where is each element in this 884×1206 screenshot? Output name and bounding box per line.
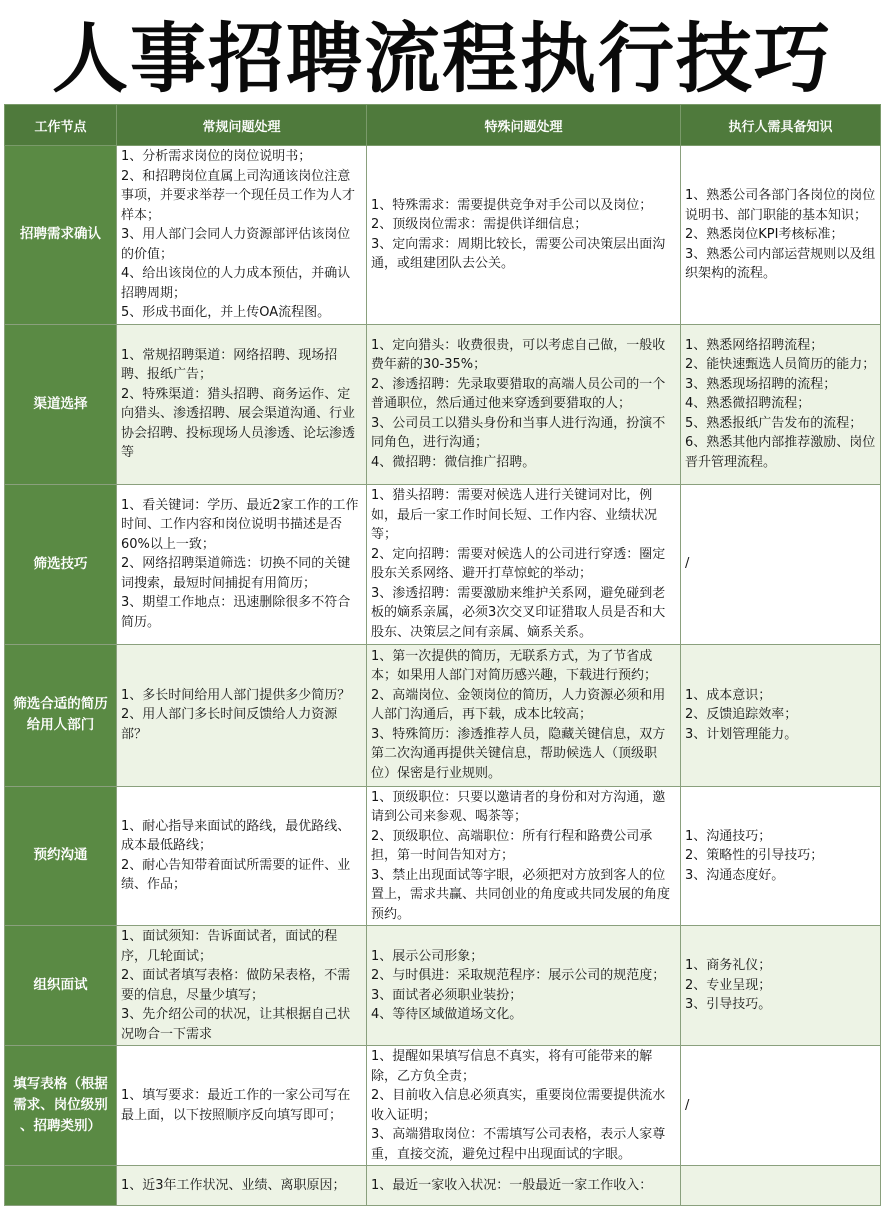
cell-line: 2、特殊渠道：猎头招聘、商务运作、定向猎头、渗透招聘、展会渠道沟通、行业协会招聘、投标现场人员渗透、论坛渗透等 (121, 386, 356, 460)
cell-line: 2、定向招聘：需要对候选人的公司进行穿透：圈定股东关系网络、避开打草惊蛇的举动； (371, 546, 666, 581)
cell-line: 2、高端岗位、金领岗位的简历，人力资源必须和用人部门沟通后，再下载，成本比较高； (371, 687, 666, 723)
regular-handling-cell (117, 146, 367, 325)
table-row (5, 786, 881, 926)
special-handling-cell (367, 1046, 681, 1166)
special-handling-cell (367, 146, 681, 325)
cell-line: 2、渗透招聘：先录取要猎取的高端人员公司的一个普通职位，然后通过他来穿透到要猎取的人； (371, 376, 666, 412)
required-knowledge-cell (681, 1046, 881, 1166)
recruitment-process-table (4, 104, 881, 1206)
cell-line: 给用人部门 (26, 717, 95, 733)
required-knowledge-cell (681, 324, 881, 484)
cell-line: 1、顶级职位：只要以邀请者的身份和对方沟通，邀请到公司来参观、喝茶等； (371, 789, 666, 824)
cell-line: 2、面试者填写表格：做防呆表格，不需要的信息，尽量少填写； (121, 968, 351, 1003)
required-knowledge-cell (681, 146, 881, 325)
table-row (5, 926, 881, 1046)
special-handling-cell (367, 324, 681, 484)
cell-line: 1、沟通技巧； (685, 828, 772, 844)
cell-line: 3、沟通态度好。 (685, 867, 785, 883)
cell-line: 4、给出该岗位的人力成本预估，并确认招聘周期； (121, 266, 351, 301)
table-row (5, 1046, 881, 1166)
cell-line: 4、等待区域做道场文化。 (371, 1007, 523, 1022)
table-row (5, 324, 881, 484)
table-row (5, 146, 881, 325)
cell-line: 2、能快速甄选人员简历的能力； (685, 357, 876, 373)
table-row (5, 484, 881, 644)
cell-line: 3、熟悉现场招聘的流程； (685, 376, 837, 392)
header-special-handling: 特殊问题处理 (367, 105, 681, 146)
cell-line: / (685, 1097, 690, 1113)
cell-line: 填写表格（根据 (13, 1076, 108, 1092)
cell-line: 1、熟悉公司各部门各岗位的岗位说明书、部门职能的基本知识； (685, 188, 876, 223)
cell-line: 4、熟悉微招聘流程； (685, 396, 811, 412)
cell-line: 1、定向猎头：收费很贵，可以考虑自己做，一般收费年薪的30-35%； (371, 337, 666, 373)
cell-line: 3、渗透招聘：需要激励来维护关系网，避免碰到老板的嫡系亲属，必须3次交叉印证猎取人员是否和大股东、决策层之间有亲属、嫡系关系。 (371, 585, 666, 640)
cell-line: 3、用人部门会同人力资源部评估该岗位的价值； (121, 227, 351, 262)
cell-line: 、招聘类别） (20, 1118, 101, 1134)
cell-line: 1、成本意识； (685, 687, 772, 703)
special-handling-cell (367, 644, 681, 786)
table-row (5, 644, 881, 786)
cell-line: 1、近3年工作状况、业绩、离职原因； (121, 1177, 346, 1193)
cell-line: 2、网络招聘渠道筛选：切换不同的关键词搜索，最短时间捕捉有用简历； (121, 556, 351, 591)
regular-handling-cell (117, 644, 367, 786)
cell-line: 2、耐心告知带着面试所需要的证件、业绩、作品； (121, 857, 351, 893)
cell-line: 3、特殊简历：渗透推荐人员，隐藏关键信息，双方第二次沟通再提供关键信息，帮助候选人（顶级职位）保密是行业规则。 (371, 726, 666, 781)
cell-line: 2、专业呈现； (685, 977, 772, 993)
cell-line: 3、计划管理能力。 (685, 726, 798, 742)
cell-line: 1、填写要求：最近工作的一家公司写在最上面，以下按照顺序反向填写即可； (121, 1088, 351, 1123)
node-cell (5, 786, 117, 926)
cell-line: / (685, 556, 690, 572)
cell-line: 1、第一次提供的简历，无联系方式，为了节省成本；如果用人部门对简历感兴趣，下载进行预约； (371, 648, 658, 684)
cell-line: 需求、岗位级别 (13, 1097, 108, 1113)
cell-line: 1、多长时间给用人部门提供多少简历？ (121, 687, 351, 703)
node-cell (5, 146, 117, 325)
special-handling-cell (367, 1166, 681, 1206)
cell-line: 5、熟悉报纸广告发布的流程； (685, 415, 863, 431)
required-knowledge-cell (681, 926, 881, 1046)
cell-line: 1、看关键词：学历、最近2家工作的工作时间、工作内容和岗位说明书描述是否60%以上一致； (121, 497, 359, 552)
cell-line: 3、面试者必须职业装扮； (371, 987, 523, 1003)
header-regular-handling: 常规问题处理 (117, 105, 367, 146)
regular-handling-cell (117, 1046, 367, 1166)
node-cell (5, 1046, 117, 1166)
cell-line: 1、分析需求岗位的岗位说明书； (121, 149, 312, 164)
cell-line: 招聘需求确认 (20, 226, 101, 243)
regular-handling-cell (117, 786, 367, 926)
header-required-knowledge: 执行人需具备知识 (681, 105, 881, 146)
cell-line: 4、微招聘：微信推广招聘。 (371, 454, 536, 470)
required-knowledge-cell (681, 786, 881, 926)
regular-handling-cell (117, 484, 367, 644)
cell-line: 组织面试 (33, 977, 88, 993)
table-row (5, 1166, 881, 1206)
regular-handling-cell (117, 324, 367, 484)
cell-line: 2、顶级职位、高端职位：所有行程和路费公司承担，第一时间告知对方； (371, 828, 653, 863)
regular-handling-cell (117, 1166, 367, 1206)
cell-line: 1、面试须知：告诉面试者，面试的程序，几轮面试； (121, 929, 338, 964)
cell-line: 3、熟悉公司内部运营规则以及组织架构的流程。 (685, 246, 876, 281)
required-knowledge-cell (681, 1166, 881, 1206)
header-work-node: 工作节点 (5, 105, 117, 146)
cell-line: 1、猎头招聘：需要对候选人进行关键词对比，例如，最后一家工作时间长短、工作内容、业绩状况等； (371, 488, 658, 542)
cell-line: 2、熟悉岗位KPI考核标准； (685, 227, 844, 242)
cell-line: 1、最近一家收入状况：一般最近一家工作收入： (371, 1177, 653, 1193)
cell-line: 2、和招聘岗位直属上司沟通该岗位注意事项，并要求举荐一个现任员工作为人才样本； (121, 168, 356, 223)
cell-line: 1、展示公司形象； (371, 948, 484, 964)
cell-line: 3、高端猎取岗位：不需填写公司表格，表示人家尊重，直接交流，避免过程中出现面试的字眼。 (371, 1127, 666, 1162)
cell-line: 6、熟悉其他内部推荐激励、岗位晋升管理流程。 (685, 435, 876, 470)
required-knowledge-cell (681, 484, 881, 644)
special-handling-cell (367, 926, 681, 1046)
cell-line: 1、商务礼仪； (685, 958, 772, 974)
cell-line: 2、顶级岗位需求：需提供详细信息； (371, 217, 588, 233)
cell-line: 2、与时俱进：采取规范程序：展示公司的规范度； (371, 968, 666, 983)
regular-handling-cell (117, 926, 367, 1046)
cell-line: 2、目前收入信息必须真实，重要岗位需要提供流水收入证明； (371, 1088, 666, 1123)
cell-line: 筛选合适的简历 (13, 696, 108, 712)
cell-line: 3、定向需求：周期比较长，需要公司决策层出面沟通，或组建团队去公关。 (371, 236, 666, 272)
cell-line: 5、形成书面化，并上传OA流程图。 (121, 305, 331, 320)
node-cell (5, 926, 117, 1046)
node-cell (5, 644, 117, 786)
cell-line: 2、用人部门多长时间反馈给人力资源部？ (121, 707, 338, 742)
node-cell (5, 324, 117, 484)
cell-line: 3、公司员工以猎头身份和当事人进行沟通，扮演不同角色，进行沟通； (371, 415, 666, 451)
cell-line: 3、期望工作地点：迅速删除很多不符合简历。 (121, 595, 351, 630)
cell-line: 3、先介绍公司的状况，让其根据自己状况吻合一下需求 (121, 1007, 351, 1042)
cell-line: 2、反馈追踪效率； (685, 707, 798, 723)
special-handling-cell (367, 786, 681, 926)
node-cell (5, 484, 117, 644)
table-header-row (5, 105, 881, 146)
cell-line: 1、常规招聘渠道：网络招聘、现场招聘、报纸广告； (121, 347, 338, 382)
node-cell (5, 1166, 117, 1206)
cell-line: 1、特殊需求：需要提供竞争对手公司以及岗位； (371, 197, 653, 213)
cell-line: 3、引导技巧。 (685, 997, 772, 1013)
required-knowledge-cell (681, 644, 881, 786)
cell-line: 预约沟通 (33, 847, 88, 864)
cell-line: 渠道选择 (33, 395, 88, 412)
cell-line: 1、熟悉网络招聘流程； (685, 337, 824, 353)
cell-line: 3、禁止出现面试等字眼，必须把对方放到客人的位置上，需求共赢、共同创业的角度或共同发展的角度预约。 (371, 867, 671, 922)
cell-line: 1、提醒如果填写信息不真实，将有可能带来的解除，乙方负全责； (371, 1049, 653, 1084)
cell-line: 1、耐心指导来面试的路线，最优路线、成本最低路线； (121, 818, 351, 854)
cell-line: 筛选技巧 (33, 555, 88, 572)
cell-line: 2、策略性的引导技巧； (685, 848, 824, 863)
page-title: 人事招聘流程执行技巧 (52, 13, 832, 103)
special-handling-cell (367, 484, 681, 644)
